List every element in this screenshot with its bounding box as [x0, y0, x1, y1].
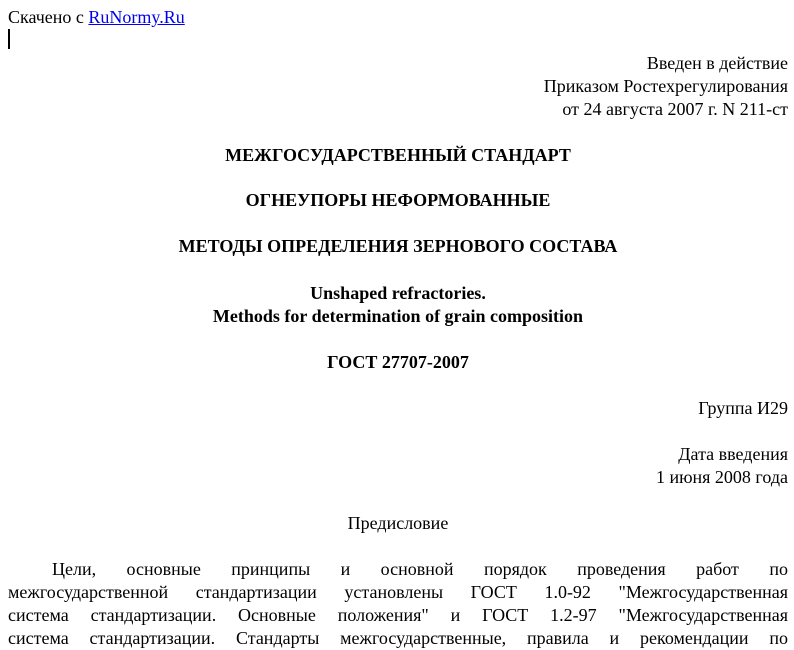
foreword-line: Цели, основные принципы и основной порядок проведения работ по — [52, 559, 788, 579]
intro-line-1: Введен в действие — [646, 53, 788, 73]
methods-title: МЕТОДЫ ОПРЕДЕЛЕНИЯ ЗЕРНОВОГО СОСТАВА — [178, 236, 618, 256]
source-link[interactable]: RuNormy.Ru — [88, 7, 185, 27]
intro-line-3: от 24 августа 2007 г. N 211-ст — [562, 99, 788, 119]
download-prefix-text: Скачено с — [8, 7, 84, 27]
standard-type-title: МЕЖГОСУДАРСТВЕННЫЙ СТАНДАРТ — [225, 145, 571, 165]
foreword-heading: Предисловие — [347, 513, 449, 533]
foreword-line: межгосударственной стандартизации установлены ГОСТ 1.0-92 "Межгосударственная — [8, 582, 788, 602]
intro-line-2: Приказом Ростехрегулирования — [543, 76, 788, 96]
intro-date-label: Дата введения — [678, 444, 788, 464]
text-cursor — [8, 29, 10, 49]
group-code: Группа И29 — [698, 398, 788, 418]
intro-date-value: 1 июня 2008 года — [655, 467, 788, 487]
download-source-line — [8, 6, 788, 28]
english-title-line-1: Unshaped refractories. — [310, 283, 486, 303]
foreword-paragraph — [8, 558, 788, 650]
foreword-line: система стандартизации. Стандарты межгосударственные, правила и рекомендации по — [8, 628, 788, 648]
subject-title: ОГНЕУПОРЫ НЕФОРМОВАННЫЕ — [245, 190, 551, 210]
gost-number: ГОСТ 27707-2007 — [327, 352, 469, 372]
english-title-line-2: Methods for determination of grain composition — [212, 306, 584, 326]
foreword-line: система стандартизации. Основные положения" и ГОСТ 1.2-97 "Межгосударственная — [8, 605, 788, 625]
